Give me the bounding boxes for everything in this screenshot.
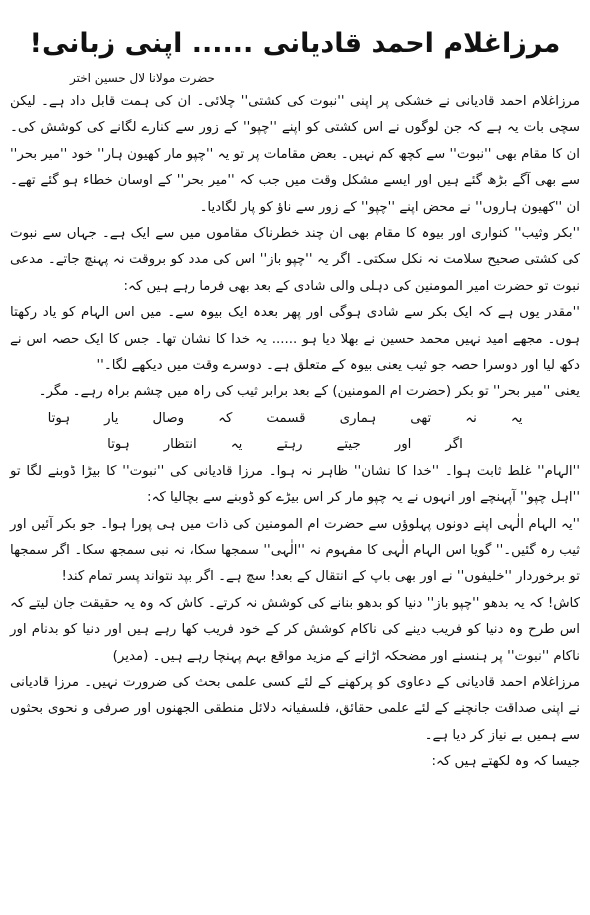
verse-word: ہوتا xyxy=(47,410,71,426)
paragraph: ''الہام'' غلط ثابت ہوا۔ ''خدا کا نشان'' ظاہر نہ ہوا۔ مرزا قادیانی کی ''نبوت'' کا بیڑا ڈوبنے لگا تو ''اہل چپو'' آپہنچے اور انہوں نے یہ چپو مار کر اس بیڑے کو ڈوبنے سے بچالیا کہ: xyxy=(10,463,580,506)
verse-word: وصال xyxy=(152,410,185,426)
verse-word: نہ xyxy=(465,410,477,426)
verse-word: یار xyxy=(104,410,119,426)
verse-word: ہوتا xyxy=(107,437,130,453)
article-body xyxy=(10,89,580,406)
verse-word: جیتے xyxy=(336,437,361,453)
verse-word: تھی xyxy=(410,410,432,426)
author-byline: حضرت مولانا لال حسین اختر xyxy=(70,71,215,85)
paragraph: مرزاغلام احمد قادیانی کے دعاوی کو پرکھنے کے لئے کسی علمی بحث کی ضرورت نہیں۔ مرزا قادیانی نے اپنی صداقت جانچنے کے لئے علمی حقائق، فلسفیانہ دلائل منطقی الجھنوں اور صرفی و نحوی بحثوں سے ہمیں بے نیاز کر دیا ہے۔ xyxy=(10,674,580,743)
editor-note-paragraph: کاش! کہ یہ بدھو ''چپو باز'' دنیا کو بدھو بنانے کی کوشش نہ کرتے۔ کاش کہ وہ یہ حقیقت جان لیتے کہ اس طرح وہ دنیا کو فریب دینے کی ناکام کوشش کر کے خود فریب کھا رہے ہیں اور دنیا کو بدنام اور ناکام ''نبوت'' پر ہنسنے اور مضحکہ اڑانے کے مزید مواقع بہم پہنچا رہے ہیں۔ (مدیر) xyxy=(10,595,580,664)
verse-word: اگر xyxy=(445,437,463,453)
quote-paragraph: ''مقدر یوں ہے کہ ایک بکر سے شادی ہوگی اور پھر بعدہ ایک بیوہ سے۔ میں اس الہام کو یاد رکھتا ہوں۔ مجھے امید نہیں محمد حسین نے بھلا دیا ہو ...... یہ خدا کا نشان تھا۔ جس کا ایک حصہ اس نے دکھ لیا اور دوسرا حصہ جو ثیب یعنی بیوہ کے متعلق ہے۔ دوسرے وقت میں دیکھے لگا۔'' xyxy=(10,305,580,374)
verse-word: اور xyxy=(394,437,412,453)
paragraph: جیسا کہ وہ لکھتے ہیں کہ: xyxy=(431,754,580,770)
verse-line-2 xyxy=(10,432,580,458)
verse-word: یہ xyxy=(230,437,243,453)
quote-paragraph: ''یہ الہام الٰہی اپنے دونوں پہلوؤں سے حضرت ام المومنین کی ذات میں ہی پورا ہوا۔ جو بکر آئیں اور ثیب رہ گئیں۔'' گویا اس الہام الٰہی کا مفہوم نہ ''الٰہی'' سمجھا سکا، نہ نبی سمجھ سکا۔ اگر سمجھا تو برخوردار ''خلیفوں'' نے اور بھی باپ کے انتقال کے بعد! سچ ہے۔ اگر بپد نتواند پسر تمام کند! xyxy=(10,516,580,585)
verse-word: کہ xyxy=(218,410,233,426)
verse-line-1 xyxy=(10,406,580,432)
article-body-continued xyxy=(10,459,580,776)
paragraph: ''بکر وثیب'' کنواری اور بیوہ کا مقام بھی ان چند خطرناک مقاموں میں سے ایک ہے۔ جہاں سے نبوت کی کشتی صحیح سلامت نہ نکل سکتی۔ اگر یہ ''چپو باز'' اس کی مدد کو بروقت نہ پہنچ جاتے۔ مدعی نبوت تو حضرت امیر المومنین کی دہلی والی شادی کے بعد بھی فرما رہے ہیں کہ: xyxy=(10,226,580,294)
paragraph: یعنی ''میر بحر'' تو بکر (حضرت ام المومنین) کے بعد برابر ثیب کی راہ میں چشم براہ رہے۔ مگر۔ xyxy=(38,384,580,400)
verse-word: قسمت xyxy=(266,410,306,426)
verse-word: یہ xyxy=(510,410,523,426)
article-title: مرزاغلام احمد قادیانی ...... اپنی زبانی! xyxy=(29,28,561,59)
verse-word: رہتے xyxy=(276,437,303,453)
verse-word: ہماری xyxy=(339,410,377,426)
paragraph: مرزاغلام احمد قادیانی نے خشکی پر اپنی ''نبوت کی کشتی'' چلائی۔ ان کی ہمت قابل داد ہے۔ لیکن سچی بات یہ ہے کہ جن لوگوں نے اس کشتی کو اپنے ''چپو'' کے زور سے کنارے لگانے کی کوشش کی۔ ان کا مقام بھی ''نبوت'' سے کچھ کم نہیں۔ بعض مقامات پر تو یہ ''چپو مار کھیون ہار'' خود ''میر بحر'' سے بھی آگے بڑھ گئے ہیں اور ایسے مشکل وقت میں جب کہ ''میر بحر'' کے اوسان خطاء ہو گئے تھے۔ ان ''کھیون ہاروں'' نے محض اپنے ''چپو'' کے زور سے ناؤ کو پار لگادیا۔ xyxy=(10,94,580,215)
verse-word: انتظار xyxy=(163,437,197,453)
